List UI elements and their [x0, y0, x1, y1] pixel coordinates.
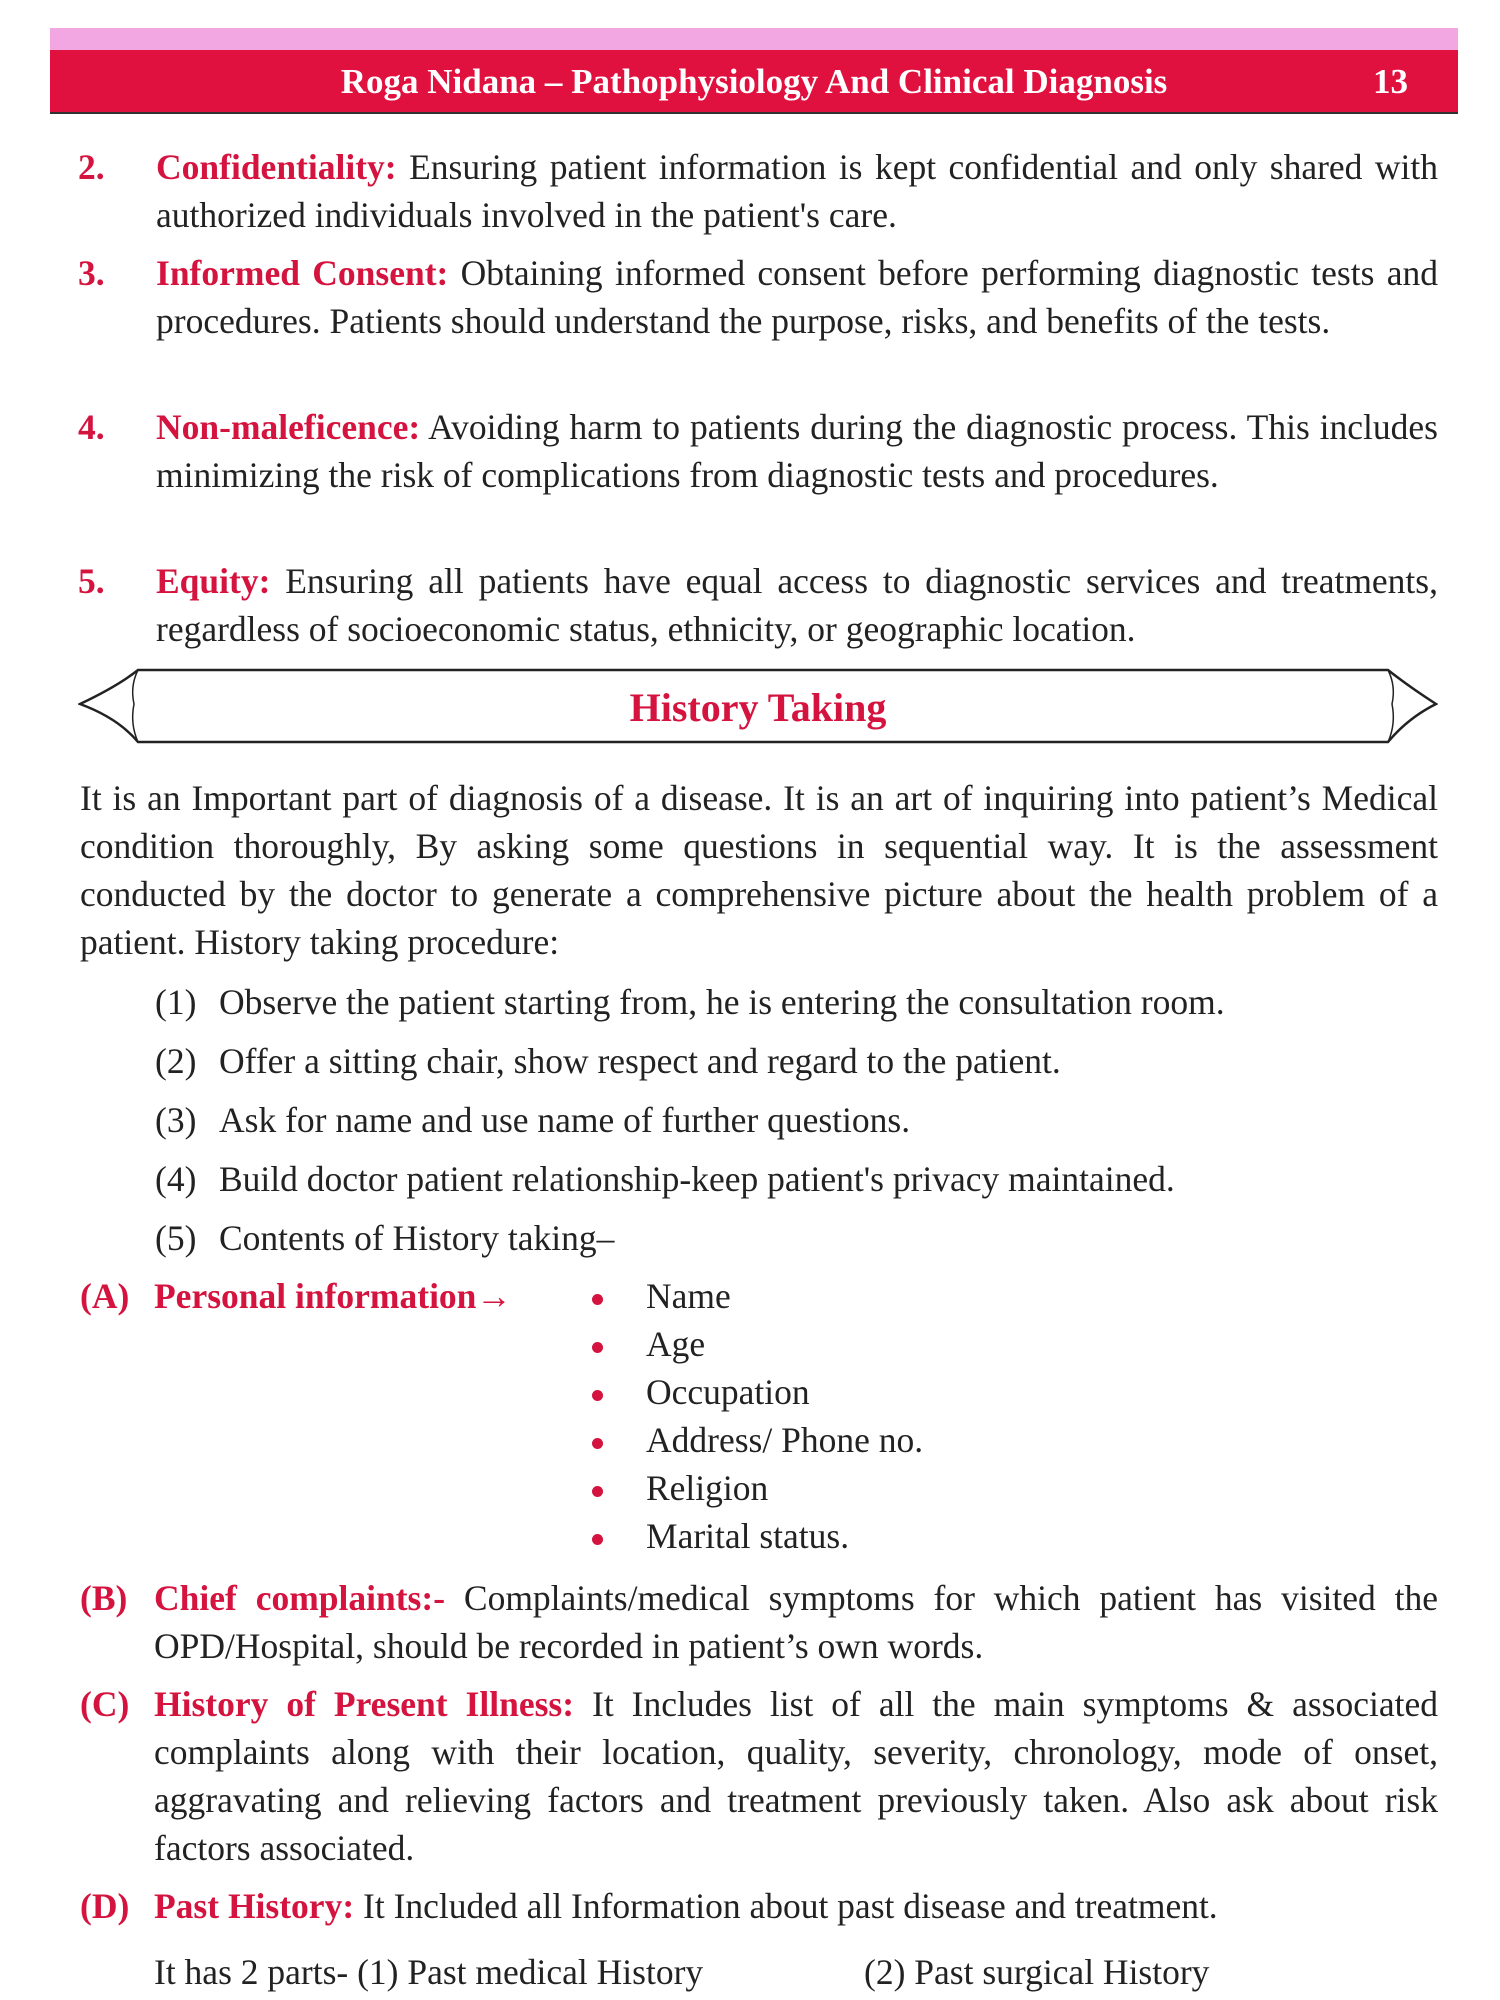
item-term: Past History:	[154, 1886, 355, 1926]
step-number: (5)	[155, 1218, 197, 1258]
section-title: History Taking	[629, 685, 887, 730]
book-title: Roga Nidana – Pathophysiology And Clinical Diagnosis	[340, 62, 1168, 101]
item-text: Avoiding harm to patients during the diagnostic process. This includes minimizing the risk of complications from diagnostic tests and procedures.	[156, 407, 1438, 495]
ethics-item-confidentiality	[78, 143, 1438, 239]
list-item-text: Address/ Phone no.	[646, 1420, 924, 1460]
section-banner	[78, 666, 1438, 746]
bullet-icon	[592, 1438, 603, 1449]
item-term: Confidentiality:	[156, 147, 397, 187]
item-term: Informed Consent:	[156, 253, 449, 293]
list-item-text: Occupation	[646, 1372, 810, 1412]
page-number: 13	[1373, 62, 1408, 101]
list-item-text: Religion	[646, 1468, 769, 1508]
step-text: Build doctor patient relationship-keep patient's privacy maintained.	[219, 1159, 1175, 1199]
item-text: Obtaining informed consent before performing diagnostic tests and procedures. Patients should understand the purpose, risks, and benefits of the tests.	[156, 253, 1438, 341]
personal-information-label: Personal information→	[154, 1276, 512, 1316]
list-item	[588, 1512, 923, 1560]
list-item	[588, 1368, 923, 1416]
list-item-text: Name	[646, 1276, 731, 1316]
item-text: Ensuring patient information is kept confidential and only shared with authorized individuals involved in the patient's care.	[156, 147, 1438, 235]
intro-paragraph: It is an Important part of diagnosis of a disease. It is an art of inquiring into patient’s Medical condition thoroughly, By asking some questions in sequential way. It is the assessment conducted by the doctor to generate a comprehensive picture about the health problem of a patient. History taking procedure:	[80, 778, 1438, 962]
item-term: Chief complaints:-	[154, 1578, 446, 1618]
item-text: It Includes list of all the main symptoms & associated complaints along with their location, quality, severity, chronology, mode of onset, aggravating and relieving factors and treatment previously taken. Also ask about risk factors associated.	[154, 1684, 1438, 1868]
step-number: (3)	[155, 1100, 197, 1140]
running-header	[50, 28, 1458, 114]
step-text: Offer a sitting chair, show respect and regard to the patient.	[219, 1041, 1061, 1081]
step-number: (1)	[155, 982, 197, 1022]
section-letter: (D)	[80, 1886, 130, 1926]
chief-complaints-item	[80, 1574, 1438, 1670]
list-item	[588, 1320, 923, 1368]
procedure-step	[155, 1155, 1175, 1203]
present-illness-item	[80, 1680, 1438, 1872]
past-history-item	[80, 1882, 1438, 1930]
step-number: (4)	[155, 1159, 197, 1199]
bullet-icon	[592, 1342, 603, 1353]
item-number: 2.	[78, 147, 105, 187]
item-number: 3.	[78, 253, 105, 293]
section-letter: (A)	[80, 1276, 130, 1316]
bullet-icon	[592, 1534, 603, 1545]
list-item	[588, 1272, 923, 1320]
ethics-item-non-maleficence	[78, 403, 1438, 499]
past-history-part-1: It has 2 parts- (1) Past medical History	[154, 1952, 704, 1992]
past-history-part-2: (2) Past surgical History	[864, 1952, 1210, 1992]
step-number: (2)	[155, 1041, 197, 1081]
item-text: Complaints/medical symptoms for which patient has visited the OPD/Hospital, should be recorded in patient’s own words.	[154, 1578, 1438, 1666]
item-text: Ensuring all patients have equal access to diagnostic services and treatments, regardless of socioeconomic status, ethnicity, or geographic location.	[156, 561, 1438, 649]
section-letter: (B)	[80, 1578, 128, 1618]
item-number: 5.	[78, 561, 105, 601]
item-term: History of Present Illness:	[154, 1684, 575, 1724]
step-text: Ask for name and use name of further questions.	[219, 1100, 911, 1140]
list-item	[588, 1416, 923, 1464]
list-item-text: Marital status.	[646, 1516, 850, 1556]
item-text: It Included all Information about past disease and treatment.	[354, 1886, 1218, 1926]
procedure-step	[155, 1214, 614, 1262]
list-item-text: Age	[646, 1324, 706, 1364]
bullet-icon	[592, 1486, 603, 1497]
ethics-item-informed-consent	[78, 249, 1438, 345]
bullet-icon	[592, 1390, 603, 1401]
procedure-step	[155, 1037, 1061, 1085]
personal-information-heading	[80, 1272, 512, 1320]
ethics-item-equity	[78, 557, 1438, 653]
bullet-icon	[592, 1294, 603, 1305]
step-text: Observe the patient starting from, he is entering the consultation room.	[219, 982, 1225, 1022]
personal-information-list	[588, 1272, 923, 1560]
item-number: 4.	[78, 407, 105, 447]
procedure-step	[155, 978, 1225, 1026]
past-history-parts	[154, 1948, 1210, 1996]
step-text: Contents of History taking–	[219, 1218, 615, 1258]
procedure-step	[155, 1096, 910, 1144]
item-term: Non-maleficence:	[156, 407, 421, 447]
list-item	[588, 1464, 923, 1512]
section-letter: (C)	[80, 1684, 130, 1724]
item-term: Equity:	[156, 561, 271, 601]
